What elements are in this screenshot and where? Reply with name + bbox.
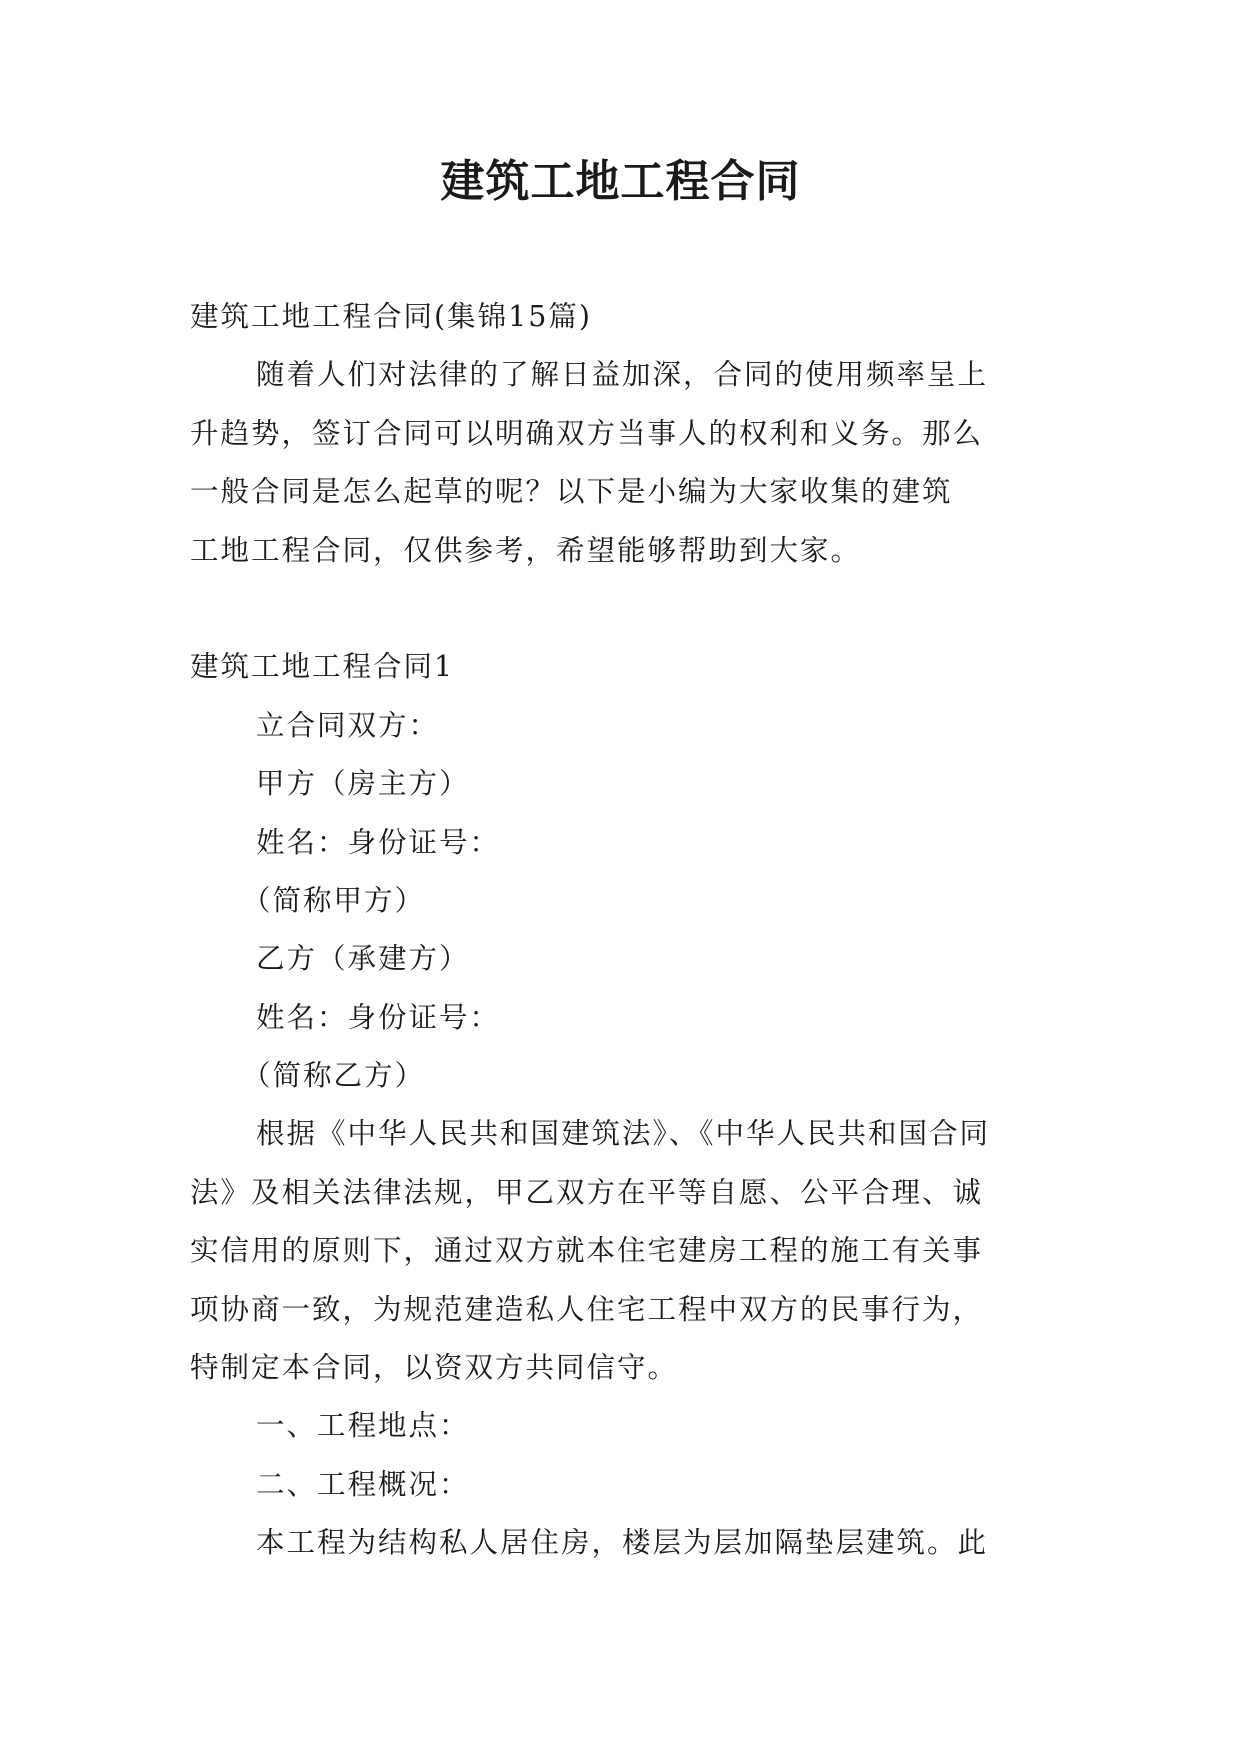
contract-line: 一、工程地点： [256,1409,470,1443]
contract-line: 甲方（房主方） [256,767,470,801]
intro-line: 升趋势，签订合同可以明确双方当事人的权利和义务。那么 [190,416,984,450]
contract-line: 姓名：身份证号： [256,1000,501,1034]
contract-heading: 建筑工地工程合同1 [190,650,455,684]
contract-line: 实信用的原则下，通过双方就本住宅建房工程的施工有关事 [190,1234,984,1268]
contract-line: 乙方（承建方） [256,942,470,976]
contract-line: 特制定本合同，以资双方共同信守。 [190,1351,679,1385]
contract-line: 姓名：身份证号： [256,825,501,859]
contract-line: 根据《中华人民共和国建筑法》、《中华人民共和国合同 [256,1117,991,1151]
contract-line: （简称甲方） [242,883,426,917]
contract-line: 二、工程概况： [256,1467,470,1501]
contract-line: 本工程为结构私人居住房，楼层为层加隔垫层建筑。此 [256,1526,989,1560]
contract-line: （简称乙方） [242,1059,426,1093]
intro-line: 一般合同是怎么起草的呢？以下是小编为大家收集的建筑 [190,475,953,509]
contract-line: 法》及相关法律法规，甲乙双方在平等自愿、公平合理、诚 [190,1175,984,1209]
collection-heading: 建筑工地工程合同(集锦15篇) [190,300,593,333]
intro-line: 工地工程合同，仅供参考，希望能够帮助到大家。 [190,533,862,567]
contract-line: 立合同双方： [256,708,440,742]
paragraph-gap [190,580,1050,638]
intro-line: 随着人们对法律的了解日益加深，合同的使用频率呈上 [256,358,989,392]
document-title: 建筑工地工程合同 [440,156,801,207]
contract-line: 项协商一致，为规范建造私人住宅工程中双方的民事行为， [190,1292,984,1326]
document-body [190,288,1050,1573]
